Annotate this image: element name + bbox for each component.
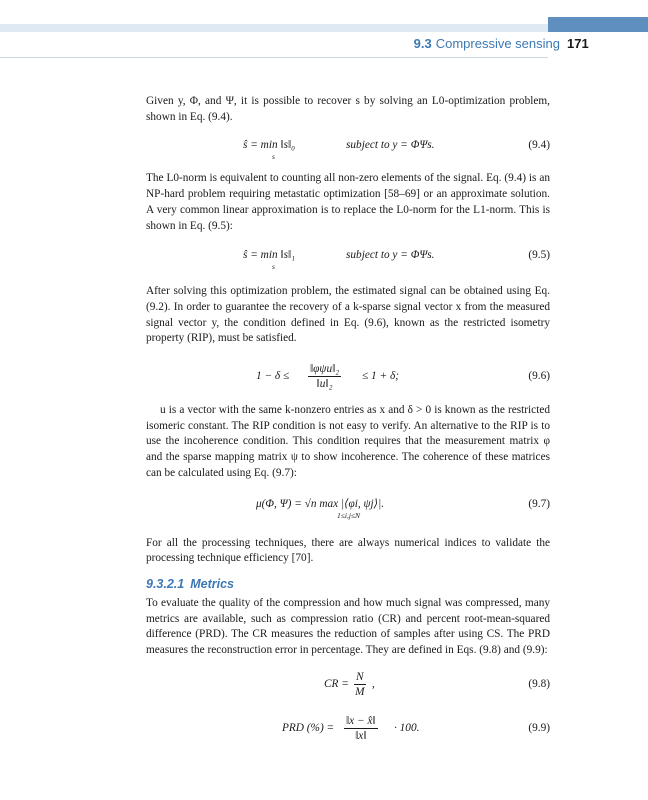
- eq95-under: s: [272, 262, 275, 272]
- equation-9-6: [146, 361, 550, 391]
- eq98-numerator: N: [356, 670, 364, 683]
- paragraph-4: u is a vector with the same k-nonzero entries as x and δ > 0 is known as the restricted isomeric constant. The RIP condition is not easy to verify. An alternative to the RIP is to use the incoherence condition. This condition requires that the measurement matrix φ and the sparse mapping matrix ψ to show incoherence. The coherence of these matrices can be calculated using Eq. (9.7):: [146, 404, 550, 479]
- subsection-title: Metrics: [190, 576, 235, 591]
- paragraph-3: After solving this optimization problem, the estimated signal can be obtained using Eq. (9.2). In order to guarantee the recovery of a k-sparse signal vector x from the measured signal vector y, the condition defined in Eq. (9.6), known as the restricted isometry property (RIP), must be satisfied.: [146, 285, 550, 345]
- eq99-right: · 100.: [394, 721, 420, 734]
- paragraph-6: To evaluate the quality of the compression and how much signal was compressed, many metrics are available, such as compression ratio (CR) and percent root-mean-squared difference (PRD). The CR measures the reduction of samples after using CS. The PRD measures the reconstruction error in percentage. They are defined in Eqs. (9.8) and (9.9):: [146, 596, 550, 657]
- eq96-denominator: ‖u‖₂: [316, 378, 333, 391]
- paragraph-5: For all the processing techniques, there are always numerical indices to validate the processing technique efficiency [70].: [146, 536, 550, 565]
- section-number: 9.3: [413, 36, 432, 51]
- paragraph-2: The L0-norm is equivalent to counting all non-zero elements of the signal. Eq. (9.4) is an NP-hard problem requiring metastatic optimization [58–69] or an approximate solution. A very common linear approximation is to replace the L0-norm for the L1-norm. This is shown in Eq. (9.5):: [146, 172, 550, 232]
- equation-9-9: [146, 713, 550, 743]
- running-head: [414, 36, 560, 51]
- eq97-number: (9.7): [528, 497, 550, 510]
- subsection-number: 9.3.2.1: [146, 576, 185, 591]
- eq94-condition: subject to y = ΦΨs.: [346, 139, 435, 152]
- eq98-left: CR =: [324, 677, 349, 690]
- eq97-under: 1≤i,j≤N: [337, 510, 361, 520]
- equation-9-5: [146, 247, 550, 272]
- eq94-lhs: ŝ = min ‖s‖₀: [243, 139, 296, 152]
- eq99-fraction: [344, 714, 378, 743]
- eq94-number: (9.4): [528, 139, 550, 152]
- subsection-heading: [146, 577, 550, 591]
- page-body: [146, 94, 550, 743]
- equation-9-4: [146, 137, 550, 162]
- section-title: Compressive sensing: [435, 36, 560, 51]
- header-rule: [0, 57, 548, 58]
- eq96-number: (9.6): [528, 370, 550, 383]
- eq96-right: ≤ 1 + δ;: [362, 370, 399, 383]
- eq94-under: s: [272, 152, 275, 162]
- eq99-number: (9.9): [528, 721, 550, 734]
- eq99-numerator: ‖x − x̂‖: [346, 714, 376, 727]
- eq96-left: 1 − δ ≤: [256, 370, 290, 383]
- equation-9-8: [146, 669, 550, 699]
- eq95-lhs: ŝ = min ‖s‖₁: [243, 249, 296, 262]
- header-accent-block: [548, 17, 648, 32]
- eq95-condition: subject to y = ΦΨs.: [346, 249, 435, 262]
- eq98-fraction: [354, 670, 366, 699]
- eq98-number: (9.8): [528, 677, 550, 690]
- eq98-right: ,: [372, 677, 375, 690]
- page-number: 171: [567, 36, 589, 51]
- eq97-lhs: μ(Φ, Ψ) = √n max |⟨φi, ψj⟩|.: [256, 497, 385, 510]
- eq96-numerator: ‖φψu‖₂: [310, 363, 340, 376]
- eq99-denominator: ‖x‖: [355, 729, 367, 742]
- eq98-denominator: M: [355, 685, 365, 698]
- eq96-fraction: [308, 362, 341, 391]
- equation-9-7: [146, 496, 550, 520]
- eq95-number: (9.5): [528, 249, 550, 262]
- eq99-left: PRD (%) =: [282, 721, 335, 734]
- paragraph-1: Given y, Φ, and Ψ, it is possible to recover s by solving an L0-optimization problem, shown in Eq. (9.4).: [146, 95, 550, 123]
